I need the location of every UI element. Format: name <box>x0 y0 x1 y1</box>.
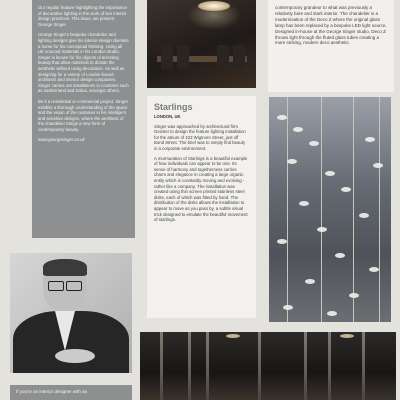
starlings-installation-photo <box>269 97 391 322</box>
cta-box: If you're an interior designer with an <box>10 385 132 400</box>
designer-portrait <box>10 253 132 373</box>
website-link[interactable]: www.georgesinger.co.uk <box>38 137 85 143</box>
intro-sidebar <box>32 0 135 238</box>
chandelier-image <box>198 1 230 11</box>
dining-room-photo <box>147 0 256 88</box>
intro-paragraph-1: Our regular feature highlighting the importance of decorative lighting in the work of two interior design practices. This issue, we present George Singer. <box>38 5 127 27</box>
starlings-location: LONDON, UK <box>154 114 181 119</box>
starlings-title: Starlings <box>154 102 193 112</box>
deco-z-text: contemporary grandeur to what was previously a relatively bare and stark interior. The chandelier is a modernisation of the Deco Z where the original glass lamp has been replaced by a bespoke LED light source. Designed in-house at the George Singer studio, Deco Z throws light through the fluted glass tubes creating a more striking, modern deco aesthetic. <box>268 0 394 92</box>
intro-paragraph-2: George Singer's bespoke chandelier and lighting designs give his interior-design clientele a home for his conceptual thinking. Using all UK sourced materials in his London studio, Singer is known for his objects of arresting beauty that allow materials to dictate the aesthetic without using decoration. As well as designing for a variety of London-based architects and interior design companies, Singer carries out installations in countries such as Switzerland and Dubai, amongst others. <box>38 32 129 94</box>
starlings-paragraph-2: A murmuration of Starlings is a beautiful example of how individuals can appear to be one. Its sense of harmony and togetherness carries charm and elegance in creating a large organic entity which is constantly moving and evolving - rather like a company. The installation was created using thin screen printed stainless steel disks, each of which was fitted by hand. The distribution of the disks allows the installation to appear to move as you pass by, a subtle visual trick designed to emulate the beautiful movement of starlings. <box>154 155 248 223</box>
intro-paragraph-3: Be it a residential or commercial project, Singer exhibits a thorough understanding of the space and the vision of the customer in his intelligent and sensitive designs, where the aesthetic of the chandelier brings a new form of contemporary beauty. <box>38 98 129 132</box>
starlings-article <box>147 96 256 318</box>
starlings-paragraph-1: Singer was approached by architectural firm Gensler to design the feature lighting installation for the atrium of 103 Wigmore Street, just off Bond Street. The brief was to simply find beauty in a corporate environment. <box>154 123 246 151</box>
interior-photo-bottom <box>140 332 396 400</box>
